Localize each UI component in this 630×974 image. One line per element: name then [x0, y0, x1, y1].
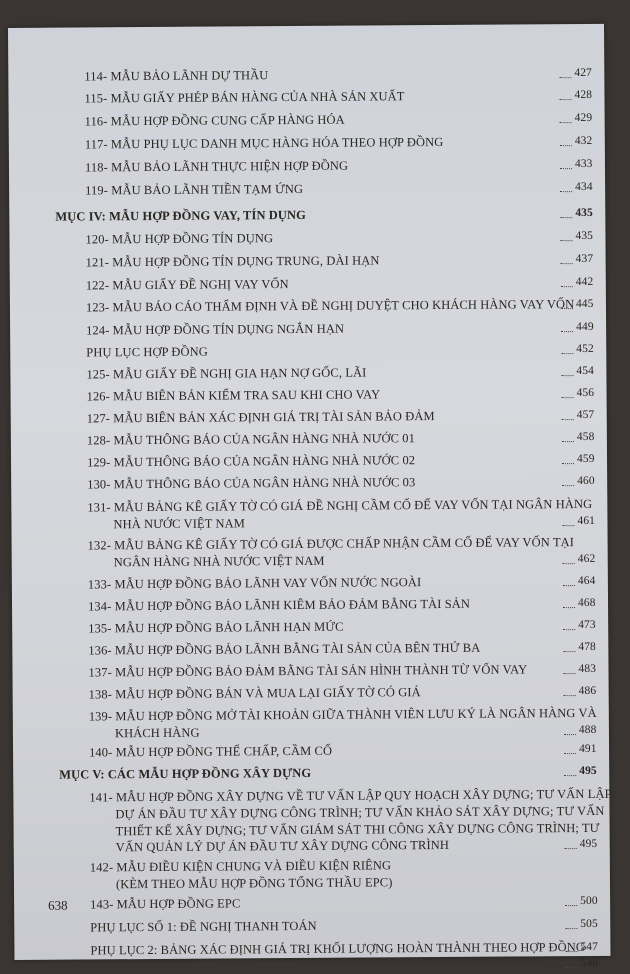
toc-entry-title: 132- MẪU BẢNG KÊ GIẤY TỜ CÓ GIÁ ĐƯỢC CHẤP NHẬN CẦM CỐ ĐỂ VAY VỐN TẠI [87, 535, 575, 553]
toc-entry-title: 127- MẪU BIÊN BẢN XÁC ĐỊNH GIÁ TRỊ TÀI SẢN BẢO ĐẢM [86, 409, 435, 426]
toc-entry-title: NHÀ NƯỚC VIỆT NAM [113, 516, 245, 532]
dot-leader [560, 99, 572, 100]
toc-page-number: 473 [578, 618, 596, 632]
toc-entry [87, 386, 599, 404]
toc-entry [85, 157, 597, 175]
toc-page-number: 433 [574, 157, 593, 171]
toc-entry-title: MỤC V: CÁC MẪU HỢP ĐỒNG XÂY DỰNG [59, 765, 312, 782]
toc-entry [87, 497, 599, 515]
toc-page-number: 468 [577, 596, 596, 610]
toc-entry-title: 136- MẪU HỢP ĐỒNG BẢO LÃNH BẰNG TÀI SẢN CỦA BÊN THỨ BA [88, 640, 481, 658]
toc-entry [84, 66, 596, 84]
toc-entry-title: 130- MẪU THÔNG BÁO CỦA NGÂN HÀNG NHÀ NƯỚC 03 [87, 475, 416, 492]
toc-entry [87, 474, 599, 492]
dot-leader [561, 263, 573, 264]
dot-leader [560, 122, 572, 123]
toc-entry-title: 135- MẪU HỢP ĐỒNG BẢO LÃNH HẠN MỨC [88, 619, 344, 636]
toc-page-number: 483 [578, 662, 597, 676]
toc-entry-title: PHỤ LỤC 2: BẢNG XÁC ĐỊNH GIÁ TRỊ KHỐI LƯỢNG HOÀN THÀNH THEO HỢP ĐỒNG [90, 939, 585, 958]
toc-entry [115, 723, 601, 740]
toc-entry-title: 121- MẪU HỢP ĐỒNG TÍN DỤNG TRUNG, DÀI HẠN [85, 253, 380, 270]
toc-entry [87, 430, 599, 448]
toc-entry-title: 116- MẪU HỢP ĐỒNG CUNG CẤP HÀNG HÓA [84, 112, 345, 129]
toc-entry [116, 821, 602, 838]
toc-entry [88, 662, 600, 680]
dot-leader [563, 607, 575, 608]
toc-page-number: 435 [575, 229, 594, 243]
toc-page-number: 464 [577, 574, 596, 588]
toc-entry-title: PHỤ LỤC HỢP ĐỒNG [86, 344, 208, 360]
toc-page-number: 434 [575, 180, 593, 194]
toc-page-number: 462 [577, 552, 596, 566]
toc-entry [86, 342, 598, 360]
toc-page-number: 437 [575, 252, 594, 266]
toc-entry [85, 134, 597, 152]
dot-leader [561, 331, 573, 332]
toc-entry [88, 618, 600, 636]
toc-entry-title: 115- MẪU GIẤY PHÉP BÁN HÀNG CỦA NHÀ SẢN XUẤT [84, 89, 405, 106]
toc-entry-title: 125- MẪU GIẤY ĐỀ NGHỊ GIA HẠN NỢ GỐC, LÃI [86, 365, 367, 382]
dot-leader [560, 191, 572, 192]
dot-leader [562, 525, 574, 526]
toc-entry [86, 320, 598, 338]
toc-entry-title: VẤN QUẢN LÝ DỰ ÁN ĐẦU TƯ XÂY DỰNG CÔNG TRÌNH [115, 837, 450, 855]
dot-leader [563, 585, 575, 586]
toc-entry [88, 574, 600, 592]
toc-entry [89, 684, 601, 702]
dot-leader [560, 145, 572, 146]
toc-page-number: 449 [576, 320, 594, 334]
toc-entry [116, 837, 602, 854]
dot-leader [564, 734, 576, 735]
toc-page-number: 456 [576, 386, 595, 400]
toc-page-number: 458 [576, 430, 595, 444]
toc-entry-title: 119- MẪU BẢO LÃNH TIỀN TẠM ỨNG [85, 181, 304, 198]
toc-page-number: 445 [575, 297, 594, 311]
dot-leader [564, 775, 576, 776]
toc-entry [87, 452, 599, 470]
toc-page-number: 457 [576, 408, 595, 422]
toc-entry-title: 137- MẪU HỢP ĐỒNG BẢO ĐẢM BẰNG TÀI SẢN HÌNH THÀNH TỪ VỐN VAY [88, 662, 528, 680]
toc-entry [89, 742, 601, 760]
toc-entry [115, 803, 605, 822]
toc-entry-title: 117- MẪU PHỤ LỤC DANH MỤC HÀNG HÓA THEO HỢP ĐỒNG [84, 134, 444, 152]
toc-entry [89, 706, 601, 724]
toc-entry [114, 552, 600, 569]
toc-page-number: 500 [580, 894, 598, 908]
toc-page-number: 452 [576, 342, 594, 356]
toc-entry [86, 275, 598, 293]
dot-leader [559, 77, 571, 78]
toc-page-number: 427 [574, 66, 592, 80]
dot-leader [560, 240, 572, 241]
toc-page-number: 429 [574, 111, 593, 125]
toc-entry-title: 134- MẪU HỢP ĐỒNG BẢO LÃNH KIÊM BẢO ĐẢM BẰNG TÀI SẢN [87, 596, 471, 614]
toc-page-number: 435 [575, 206, 593, 220]
toc-page-number: 461 [577, 514, 596, 528]
toc-entry [87, 408, 599, 426]
dot-leader [560, 168, 572, 169]
dot-leader [563, 629, 575, 630]
dot-leader [563, 651, 575, 652]
toc-page-number: 454 [576, 364, 595, 378]
toc-page-number: 442 [575, 275, 594, 289]
toc-entry [84, 88, 596, 106]
toc-section-heading [55, 206, 597, 224]
toc-page-number: 432 [574, 134, 593, 148]
toc-entry [86, 252, 598, 270]
toc-entry-title: 129- MẪU THÔNG BÁO CỦA NGÂN HÀNG NHÀ NƯỚC 02 [86, 453, 416, 470]
toc-entry-title: DỰ ÁN ĐẦU TƯ XÂY DỰNG CÔNG TRÌNH; TƯ VẤN KHẢO SÁT XÂY DỰNG; TƯ VẤN [115, 803, 605, 822]
dot-leader [562, 485, 574, 486]
toc-entry-title: 138- MẪU HỢP ĐỒNG BÁN VÀ MUA LẠI GIẤY TỜ CÓ GIÁ [88, 685, 421, 702]
book-page [8, 24, 612, 970]
toc-page-number: 460 [577, 474, 595, 488]
toc-entry [90, 894, 602, 912]
dot-leader [564, 673, 576, 674]
toc-entry-title: 123- MẪU BÁO CÁO THẨM ĐỊNH VÀ ĐỀ NGHỊ DUYỆT CHO KHÁCH HÀNG VAY VỐN [85, 297, 575, 315]
toc-entry-title: 120- MẪU HỢP ĐỒNG TÍN DỤNG [85, 231, 274, 247]
toc-entry-title: 124- MẪU HỢP ĐỒNG TÍN DỤNG NGẮN HẠN [86, 321, 345, 338]
toc-entry [113, 514, 599, 531]
dot-leader [561, 308, 573, 309]
toc-entry-title: THIẾT KẾ XÂY DỰNG; TƯ VẤN GIÁM SÁT THI CÔNG XÂY DỰNG CÔNG TRÌNH; TƯ [115, 820, 600, 839]
toc-entry-title: 133- MẪU HỢP ĐỒNG BẢO LÃNH VAY VỐN NƯỚC NGOÀI [87, 575, 422, 592]
dot-leader [561, 286, 573, 287]
toc-entry-title: 118- MẪU BẢO LÃNH THỰC HIỆN HỢP ĐỒNG [84, 158, 349, 175]
toc-section-heading [59, 764, 601, 782]
toc-entry-title: 131- MẪU BẢNG KÊ GIẤY TỜ CÓ GIÁ ĐỀ NGHỊ CẦM CỐ ĐỂ VAY VỐN TẠI NGÂN HÀNG [87, 496, 593, 515]
toc-entry-title: 139- MẪU HỢP ĐỒNG MỞ TÀI KHOẢN GIỮA THÀNH VIÊN LƯU KÝ LÀ NGÂN HÀNG VÀ [88, 705, 597, 724]
dot-leader [566, 967, 578, 968]
toc-entry-title: KHÁCH HÀNG [114, 725, 200, 741]
toc-entry [89, 786, 612, 805]
dot-leader [560, 217, 572, 218]
toc-entry-title: 122- MẪU GIẤY ĐỀ NGHỊ VAY VỐN [85, 277, 289, 293]
toc-entry-title: 141- MẪU HỢP ĐỒNG XÂY DỰNG VỀ TƯ VẤN LẬP QUY HOẠCH XÂY DỰNG; TƯ VẤN LẬP [89, 786, 612, 805]
toc-entry-title: (KÈM THEO MẪU HỢP ĐỒNG TỔNG THẦU EPC) [115, 875, 393, 892]
toc-entry-title: 140- MẪU HỢP ĐỒNG THẾ CHẤP, CẦM CỐ [89, 743, 333, 760]
toc-page-number: 459 [576, 452, 595, 466]
dot-leader [564, 695, 576, 696]
table-of-contents [8, 24, 612, 970]
toc-entry [90, 857, 602, 875]
page-number: 638 [48, 897, 68, 913]
toc-page-number: 495 [579, 764, 597, 778]
toc-entry [88, 640, 600, 658]
toc-entry [86, 297, 598, 315]
dot-leader [561, 353, 573, 354]
dot-leader [565, 905, 577, 906]
dot-leader [563, 563, 575, 564]
dot-leader [565, 848, 577, 849]
dot-leader [562, 419, 574, 420]
toc-entry [85, 229, 597, 247]
toc-entry [90, 917, 602, 935]
toc-entry [90, 940, 602, 958]
toc-entry [88, 596, 600, 614]
toc-page-number: 478 [578, 640, 596, 654]
toc-page-number: 547 [580, 940, 599, 954]
toc-page-number: 491 [579, 742, 597, 756]
toc-entry-title: 143- MẪU HỢP ĐỒNG EPC [90, 896, 241, 912]
toc-entry [88, 535, 600, 553]
toc-page-number: 486 [578, 684, 597, 698]
dot-leader [562, 441, 574, 442]
toc-entry-title: MỤC IV: MẪU HỢP ĐỒNG VAY, TÍN DỤNG [55, 207, 307, 224]
toc-page-number: 428 [574, 88, 593, 102]
toc-page-number: 488 [578, 723, 597, 737]
toc-entry [116, 874, 602, 891]
toc-page-number: 495 [579, 837, 598, 851]
toc-entry-title: 126- MẪU BIÊN BẢN KIỂM TRA SAU KHI CHO VAY [86, 387, 381, 404]
dot-leader [565, 928, 577, 929]
dot-leader [562, 397, 574, 398]
dot-leader [561, 375, 573, 376]
toc-entry [85, 180, 597, 198]
toc-entry-title: PHỤ LỤC SỐ 1: ĐỀ NGHỊ THANH TOÁN [90, 918, 317, 935]
toc-entry [86, 364, 598, 382]
toc-entry [85, 111, 597, 129]
dot-leader [562, 463, 574, 464]
toc-page-number: 548 [580, 956, 599, 970]
toc-entry-title: NGÂN HÀNG NHÀ NƯỚC VIỆT NAM [113, 553, 325, 570]
toc-entry-title: 128- MẪU THÔNG BÁO CỦA NGÂN HÀNG NHÀ NƯỚC 01 [86, 431, 416, 448]
dot-leader [565, 951, 577, 952]
dot-leader [564, 753, 576, 754]
toc-entry-title: 114- MẪU BẢO LÃNH DỰ THẦU [84, 68, 269, 84]
toc-page-number: 505 [580, 917, 598, 931]
toc-entry-title: 142- MẪU ĐIỀU KIỆN CHUNG VÀ ĐIỀU KIỆN RIÊNG [89, 858, 392, 875]
